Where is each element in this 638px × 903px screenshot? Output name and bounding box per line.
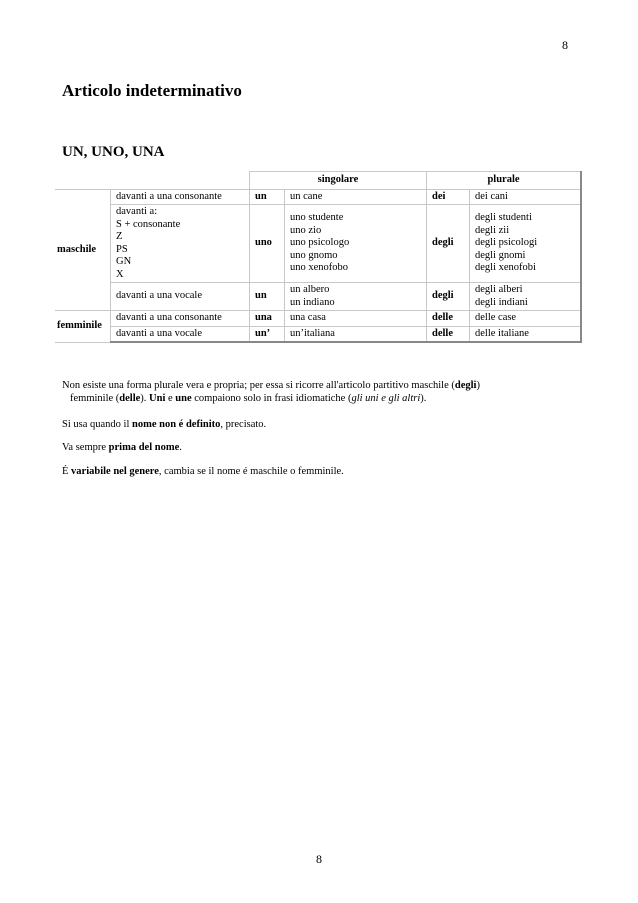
condition-cell: davanti a: S + consonante Z PS GN X [111, 205, 250, 283]
paragraph-usage: Si usa quando il nome non é definito, precisato. [62, 419, 267, 430]
example-singular: uno studente uno zio uno psicologo uno gnomo uno xenofobo [285, 205, 427, 283]
example-plural: delle italiane [470, 326, 582, 342]
paragraph-gender: É variabile nel genere, cambia se il nome é maschile o femminile. [62, 466, 344, 477]
article-plural: degli [427, 205, 470, 283]
gender-maschile: maschile [55, 189, 111, 311]
table-row [55, 283, 581, 311]
table-header-row [55, 172, 581, 190]
page-number-top: 8 [562, 38, 568, 52]
example-plural: degli studenti degli zii degli psicologi degli gnomi degli xenofobi [470, 205, 582, 283]
article-plural: delle [427, 326, 470, 342]
condition-cell: davanti a una consonante [111, 189, 250, 205]
example-plural: degli alberi degli indiani [470, 283, 582, 311]
example-singular: una casa [285, 311, 427, 327]
gender-femminile: femminile [55, 311, 111, 343]
example-singular: un cane [285, 189, 427, 205]
page-title: Articolo indeterminativo [62, 81, 242, 100]
article-singular: un [250, 189, 285, 205]
paragraph-position: Va sempre prima del nome. [62, 442, 182, 453]
article-singular: un’ [250, 326, 285, 342]
condition-cell: davanti a una consonante [111, 311, 250, 327]
header-plurale: plurale [427, 172, 582, 190]
article-plural: delle [427, 311, 470, 327]
article-singular: un [250, 283, 285, 311]
header-blank-cell [55, 172, 250, 190]
example-singular: un’italiana [285, 326, 427, 342]
table-row [55, 326, 581, 342]
example-singular: un albero un indiano [285, 283, 427, 311]
table-row [55, 311, 581, 327]
article-singular: uno [250, 205, 285, 283]
example-plural: dei cani [470, 189, 582, 205]
article-plural: dei [427, 189, 470, 205]
article-plural: degli [427, 283, 470, 311]
article-table [55, 171, 582, 343]
section-subtitle: UN, UNO, UNA [62, 144, 165, 160]
article-singular: una [250, 311, 285, 327]
header-singolare: singolare [250, 172, 427, 190]
table-row [55, 189, 581, 205]
page-number-bottom: 8 [316, 852, 322, 866]
table-row [55, 205, 581, 283]
condition-cell: davanti a una vocale [111, 283, 250, 311]
paragraph-plural-note: Non esiste una forma plurale vera e propria; per essa si ricorre all'articolo partitivo maschile (degli) femminile (delle). Uni e une compaiono solo in frasi idiomatiche (gli uni e gli altri). [62, 380, 480, 404]
example-plural: delle case [470, 311, 582, 327]
condition-cell: davanti a una vocale [111, 326, 250, 342]
